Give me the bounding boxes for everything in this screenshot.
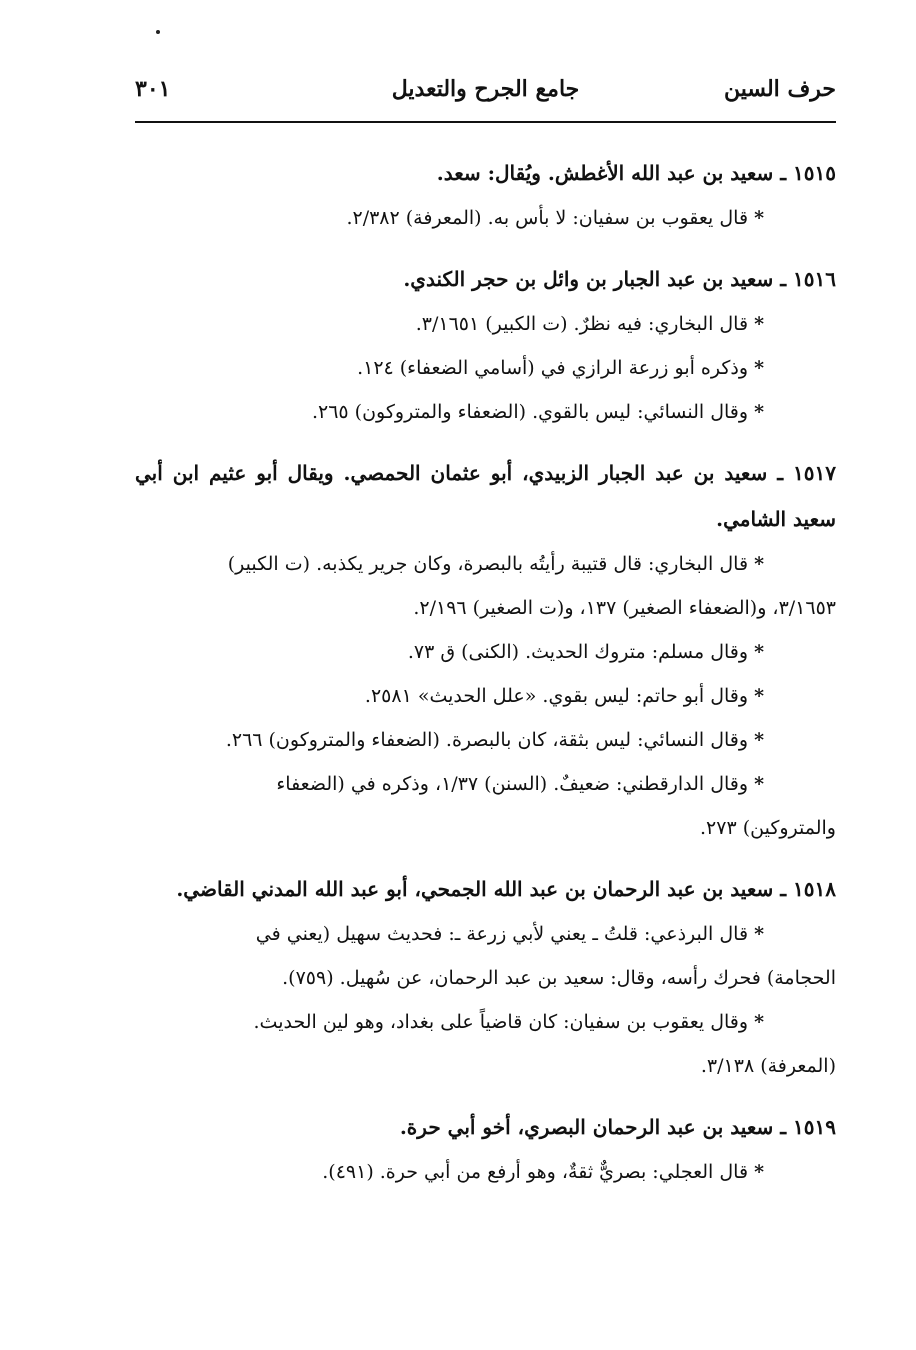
book-title: جامع الجرح والتعديل bbox=[391, 76, 580, 102]
entry-line-continuation: الحجامة) فحرك رأسه، وقال: سعيد بن عبد الرحمان، عن سُهيل. (٧٥٩). bbox=[282, 967, 836, 989]
scan-speck bbox=[156, 30, 160, 34]
bullet-marker: * bbox=[754, 729, 764, 751]
entry-line: *قال العجلي: بصريٌّ ثقةٌ، وهو أرفع من أبي حرة. (٤٩١). bbox=[322, 1161, 764, 1183]
entry-1517 bbox=[135, 450, 836, 850]
entry-line: *قال البخاري: فيه نظرٌ. (ت الكبير) ٣/١٦٥١. bbox=[415, 313, 764, 335]
entry-heading: ١٥١٥ ـ سعيد بن عبد الله الأغطش. ويُقال: سعد. bbox=[436, 161, 836, 185]
entry-heading: ١٥١٩ ـ سعيد بن عبد الرحمان البصري، أخو أبي حرة. bbox=[399, 1115, 836, 1139]
bullet-marker: * bbox=[754, 313, 764, 335]
entry-line: *وقال مسلم: متروك الحديث. (الكنى) ق ٧٣. bbox=[407, 641, 764, 663]
page-number: ٣٠١ bbox=[135, 76, 171, 102]
entry-line: *وقال يعقوب بن سفيان: كان قاضياً على بغداد، وهو لين الحديث. bbox=[253, 1011, 764, 1033]
page-header bbox=[135, 70, 836, 122]
bullet-marker: * bbox=[754, 773, 764, 795]
entry-heading: ١٥١٧ ـ سعيد بن عبد الجبار الزبيدي، أبو عثمان الحمصي. ويقال أبو عثيم ابن أبي سعيد الشامي. bbox=[135, 461, 836, 531]
bullet-marker: * bbox=[754, 357, 764, 379]
header-rule bbox=[135, 121, 836, 123]
page-content bbox=[135, 150, 836, 1210]
entry-line: *وقال النسائي: ليس بثقة، كان بالبصرة. (الضعفاء والمتروكون) ٢٦٦. bbox=[225, 729, 764, 751]
bullet-marker: * bbox=[754, 685, 764, 707]
entry-line: *قال يعقوب بن سفيان: لا بأس به. (المعرفة) ٢/٣٨٢. bbox=[346, 207, 764, 229]
entry-1519 bbox=[135, 1104, 836, 1194]
entry-line: *وقال النسائي: ليس بالقوي. (الضعفاء والمتروكون) ٢٦٥. bbox=[311, 401, 764, 423]
entry-line: *قال البخاري: قال قتيبة رأيتُه بالبصرة، وكان جرير يكذبه. (ت الكبير) bbox=[227, 553, 764, 575]
entry-heading: ١٥١٨ ـ سعيد بن عبد الرحمان بن عبد الله الجمحي، أبو عبد الله المدني القاضي. bbox=[176, 877, 836, 901]
entry-line: *وذكره أبو زرعة الرازي في (أسامي الضعفاء) ١٢٤. bbox=[357, 357, 764, 379]
entry-line-continuation: والمتروكين) ٢٧٣. bbox=[700, 817, 836, 839]
entry-1515 bbox=[135, 150, 836, 240]
entry-heading: ١٥١٦ ـ سعيد بن عبد الجبار بن وائل بن حجر الكندي. bbox=[403, 267, 836, 291]
bullet-marker: * bbox=[754, 641, 764, 663]
entry-line-continuation: ٣/١٦٥٣، و(الضعفاء الصغير) ١٣٧، و(ت الصغير) ٢/١٩٦. bbox=[413, 597, 836, 619]
bullet-marker: * bbox=[754, 207, 764, 229]
entry-1518 bbox=[135, 866, 836, 1088]
bullet-marker: * bbox=[754, 1011, 764, 1033]
entry-line: *قال البرذعي: قلتُ ـ يعني لأبي زرعة ـ: فحديث سهيل (يعني في bbox=[255, 923, 764, 945]
entry-line: *وقال الدارقطني: ضعيفٌ. (السنن) ١/٣٧، وذكره في (الضعفاء bbox=[276, 773, 764, 795]
chapter-title: حرف السين bbox=[723, 76, 836, 102]
entry-line: *وقال أبو حاتم: ليس بقوي. «علل الحديث» ٢٥٨١. bbox=[364, 685, 764, 707]
entry-1516 bbox=[135, 256, 836, 434]
bullet-marker: * bbox=[754, 553, 764, 575]
bullet-marker: * bbox=[754, 923, 764, 945]
entry-line-continuation: (المعرفة) ٣/١٣٨. bbox=[700, 1055, 836, 1077]
bullet-marker: * bbox=[754, 401, 764, 423]
bullet-marker: * bbox=[754, 1161, 764, 1183]
